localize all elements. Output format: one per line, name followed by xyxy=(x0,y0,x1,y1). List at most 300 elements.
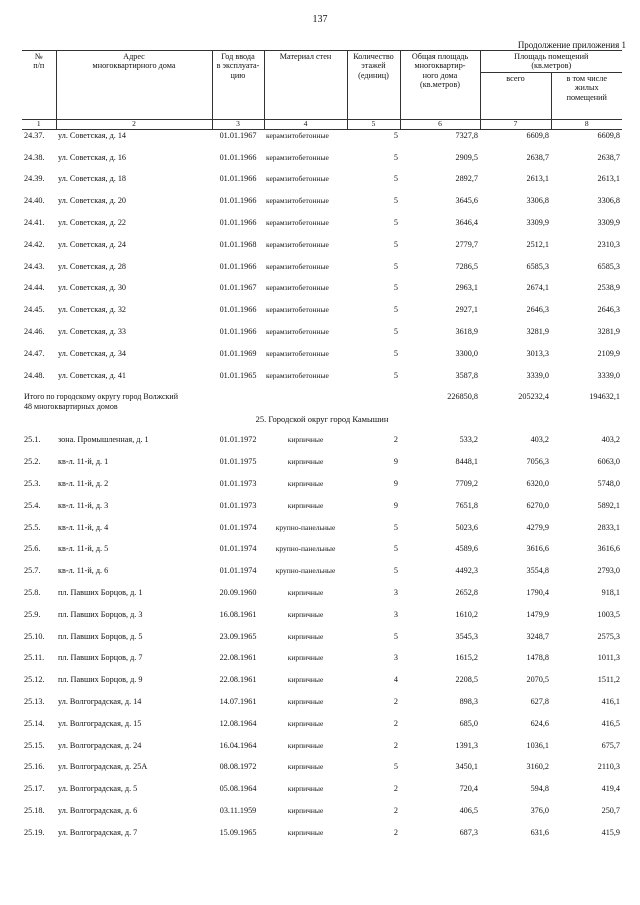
cell-area-all: 2613,1 xyxy=(526,174,549,184)
header-residential: в том числе жилых помещений xyxy=(551,72,622,119)
cell-address: ул. Советская, д. 24 xyxy=(58,239,127,249)
cell-year: 01.01.1966 xyxy=(219,261,257,271)
cell-area-residential: 2833,1 xyxy=(597,522,621,532)
cell-year: 01.01.1969 xyxy=(219,348,257,358)
cell-area-all: 3339,0 xyxy=(526,370,549,380)
cell-address: ул. Советская, д. 22 xyxy=(58,218,127,228)
cell-area-residential: 6585,3 xyxy=(597,261,621,271)
cell-area-residential: 5892,1 xyxy=(597,500,621,510)
cell-total-area: 2892,7 xyxy=(455,174,478,184)
cell-floors: 2 xyxy=(393,805,398,815)
cell-year: 12.08.1964 xyxy=(219,718,257,728)
table-row xyxy=(22,719,622,741)
table-row xyxy=(22,653,622,675)
cell-material: крупно-панельные xyxy=(275,544,336,554)
cell-area-all: 1479,9 xyxy=(526,609,549,619)
cell-area-residential: 675,7 xyxy=(601,740,621,750)
cell-area-all: 2646,3 xyxy=(526,305,549,315)
cell-year: 14.07.1961 xyxy=(219,696,257,706)
cell-area-residential: 6609,8 xyxy=(597,130,621,140)
cell-material: кирпичные xyxy=(287,827,324,837)
cell-floors: 5 xyxy=(393,631,398,641)
cell-address: пл. Павших Борцов, д. 7 xyxy=(58,653,143,663)
cell-total-area: 1615,2 xyxy=(455,653,478,663)
cell-num: 25.12. xyxy=(24,675,45,685)
cell-floors: 5 xyxy=(393,544,398,554)
table-row xyxy=(22,762,622,784)
cell-area-all: 6320,0 xyxy=(526,479,549,488)
cell-year: 01.01.1967 xyxy=(219,130,257,140)
cell-material: кирпичные xyxy=(287,762,324,772)
cell-address: кв-л. 11-й, д. 5 xyxy=(58,544,109,554)
cell-area-residential: 3309,9 xyxy=(597,218,621,228)
cell-material: керамзитобетонные xyxy=(266,196,329,206)
cell-address: ул. Советская, д. 14 xyxy=(58,130,127,140)
cell-floors: 5 xyxy=(393,218,398,228)
cell-num: 24.46. xyxy=(24,327,45,337)
cell-floors: 3 xyxy=(393,653,398,663)
cell-area-residential: 2638,7 xyxy=(597,152,621,162)
cell-area-all: 627,8 xyxy=(530,696,549,706)
cell-material: кирпичные xyxy=(287,740,324,750)
table-row xyxy=(22,806,622,828)
cell-area-residential: 1511,2 xyxy=(597,675,621,685)
cell-floors: 5 xyxy=(393,130,398,140)
table-row xyxy=(22,457,622,479)
col-num-1: 1 xyxy=(22,119,56,129)
cell-area-residential: 2538,9 xyxy=(597,283,621,293)
cell-num: 25.19. xyxy=(24,827,45,837)
table-header xyxy=(22,51,622,130)
cell-floors: 2 xyxy=(393,740,398,750)
cell-floors: 5 xyxy=(393,762,398,772)
cell-year: 01.01.1973 xyxy=(219,500,257,510)
cell-total-area: 720,4 xyxy=(459,784,478,794)
cell-area-residential: 6063,0 xyxy=(597,457,621,467)
cell-total-area: 3646,4 xyxy=(455,218,478,228)
col-num-4: 4 xyxy=(264,119,347,129)
cell-material: кирпичные xyxy=(287,587,324,597)
cell-total-area: 3545,3 xyxy=(455,631,478,641)
cell-total-area: 2927,1 xyxy=(455,305,478,315)
cell-num: 24.48. xyxy=(24,370,45,380)
cell-year: 01.01.1974 xyxy=(219,544,257,554)
header-year: Год ввода в эксплуата- цию xyxy=(212,51,264,120)
table-row xyxy=(22,741,622,763)
cell-floors: 2 xyxy=(393,696,398,706)
cell-year: 01.01.1972 xyxy=(219,435,257,445)
total-area: 226850,8 xyxy=(447,392,478,402)
table-row xyxy=(22,784,622,806)
cell-num: 25.10. xyxy=(24,631,45,641)
cell-total-area: 8448,1 xyxy=(455,457,478,467)
cell-area-all: 3554,8 xyxy=(526,566,549,576)
cell-floors: 9 xyxy=(393,500,398,510)
table-row xyxy=(22,632,622,654)
cell-floors: 4 xyxy=(393,675,398,685)
cell-area-all: 4279,9 xyxy=(526,522,549,532)
table-row xyxy=(22,129,622,152)
cell-area-all: 2512,1 xyxy=(526,239,549,249)
table-row xyxy=(22,501,622,523)
cell-floors: 5 xyxy=(393,261,398,271)
cell-address: ул. Советская, д. 33 xyxy=(58,327,127,337)
cell-num: 25.5. xyxy=(24,522,41,532)
cell-total-area: 5023,6 xyxy=(455,522,478,532)
cell-year: 16.04.1964 xyxy=(219,740,257,750)
cell-material: кирпичные xyxy=(287,653,324,663)
cell-area-all: 594,8 xyxy=(530,784,549,794)
header-all: всего xyxy=(480,72,551,119)
header-num: № п/п xyxy=(22,51,56,120)
table-row xyxy=(22,218,622,240)
cell-year: 22.08.1961 xyxy=(219,675,257,685)
cell-area-residential: 2793,0 xyxy=(597,566,621,576)
continuation-note: Продолжение приложения 1 xyxy=(517,40,626,50)
cell-material: керамзитобетонные xyxy=(266,348,329,358)
total-row xyxy=(22,392,622,414)
cell-address: ул. Волгоградская, д. 7 xyxy=(58,827,138,837)
cell-total-area: 1610,2 xyxy=(455,609,478,619)
cell-area-all: 2638,7 xyxy=(526,152,549,162)
cell-area-all: 3160,2 xyxy=(526,762,549,772)
cell-area-residential: 2109,9 xyxy=(597,348,621,358)
cell-material: кирпичные xyxy=(287,435,324,445)
cell-year: 01.01.1967 xyxy=(219,283,257,293)
cell-material: керамзитобетонные xyxy=(266,218,329,228)
cell-floors: 9 xyxy=(393,457,398,467)
cell-year: 16.08.1961 xyxy=(219,609,257,619)
cell-material: керамзитобетонные xyxy=(266,370,329,380)
cell-total-area: 7651,8 xyxy=(455,500,478,510)
cell-address: ул. Советская, д. 20 xyxy=(58,196,127,206)
cell-total-area: 2963,1 xyxy=(455,283,478,293)
cell-area-residential: 3616,6 xyxy=(597,544,621,554)
cell-num: 25.4. xyxy=(24,500,41,510)
cell-area-all: 3616,6 xyxy=(526,544,549,554)
cell-material: кирпичные xyxy=(287,784,324,794)
cell-num: 25.13. xyxy=(24,696,45,706)
cell-material: кирпичные xyxy=(287,805,324,815)
table-row xyxy=(22,544,622,566)
cell-material: кирпичные xyxy=(287,718,324,728)
cell-area-residential: 415,9 xyxy=(601,827,621,837)
cell-total-area: 685,0 xyxy=(459,718,478,728)
cell-num: 24.38. xyxy=(24,152,45,162)
cell-address: ул. Советская, д. 41 xyxy=(58,370,127,380)
cell-area-residential: 5748,0 xyxy=(597,479,621,488)
table-row xyxy=(22,588,622,610)
cell-floors: 2 xyxy=(393,784,398,794)
cell-year: 01.01.1974 xyxy=(219,522,257,532)
header-floors: Количество этажей (единиц) xyxy=(347,51,400,120)
cell-area-all: 403,2 xyxy=(530,435,549,445)
cell-address: ул. Советская, д. 30 xyxy=(58,283,127,293)
cell-num: 24.45. xyxy=(24,305,45,315)
cell-total-area: 3618,9 xyxy=(455,327,478,337)
cell-floors: 5 xyxy=(393,305,398,315)
cell-num: 24.41. xyxy=(24,218,45,228)
cell-year: 01.01.1973 xyxy=(219,479,257,488)
cell-material: кирпичные xyxy=(287,696,324,706)
table-row xyxy=(22,174,622,196)
cell-total-area: 7286,5 xyxy=(455,261,478,271)
cell-material: кирпичные xyxy=(287,631,324,641)
cell-address: ул. Советская, д. 32 xyxy=(58,305,127,315)
cell-material: керамзитобетонные xyxy=(266,327,329,337)
cell-floors: 5 xyxy=(393,152,398,162)
cell-floors: 3 xyxy=(393,609,398,619)
cell-floors: 2 xyxy=(393,435,398,445)
total-label: Итого по городскому округу город Волжский 48 многоквартирных домов xyxy=(24,392,178,411)
table-row xyxy=(22,697,622,719)
cell-area-residential: 1003,5 xyxy=(597,609,621,619)
cell-material: керамзитобетонные xyxy=(266,239,329,249)
cell-num: 24.43. xyxy=(24,261,45,271)
cell-address: кв-л. 11-й, д. 2 xyxy=(58,479,109,488)
table-row xyxy=(22,371,622,393)
cell-num: 24.37. xyxy=(24,130,45,140)
cell-area-all: 6585,3 xyxy=(526,261,549,271)
cell-floors: 5 xyxy=(393,370,398,380)
cell-address: зона. Промышленная, д. 1 xyxy=(58,435,149,445)
cell-floors: 3 xyxy=(393,587,398,597)
cell-area-residential: 2646,3 xyxy=(597,305,621,315)
rows-kamyshin xyxy=(22,434,622,849)
col-num-5: 5 xyxy=(347,119,400,129)
cell-floors: 5 xyxy=(393,174,398,184)
cell-area-all: 624,6 xyxy=(530,718,549,728)
section-row xyxy=(22,414,622,434)
cell-area-all: 2070,5 xyxy=(526,675,549,685)
page-number: 137 xyxy=(312,14,328,25)
cell-address: ул. Волгоградская, д. 6 xyxy=(58,805,138,815)
cell-area-residential: 2575,3 xyxy=(597,631,621,641)
table-row xyxy=(22,434,622,457)
cell-total-area: 3587,8 xyxy=(455,370,478,380)
header-material: Материал стен xyxy=(264,51,347,120)
cell-year: 01.01.1966 xyxy=(219,196,257,206)
cell-area-residential: 416,5 xyxy=(601,718,621,728)
cell-floors: 5 xyxy=(393,283,398,293)
cell-material: керамзитобетонные xyxy=(266,130,329,140)
cell-num: 25.2. xyxy=(24,457,41,467)
cell-num: 25.9. xyxy=(24,609,41,619)
cell-total-area: 687,3 xyxy=(459,827,478,837)
cell-address: кв-л. 11-й, д. 6 xyxy=(58,566,109,576)
cell-address: пл. Павших Борцов, д. 5 xyxy=(58,631,143,641)
cell-address: пл. Павших Борцов, д. 9 xyxy=(58,675,143,685)
cell-area-residential: 419,4 xyxy=(601,784,621,794)
cell-floors: 5 xyxy=(393,566,398,576)
cell-total-area: 2652,8 xyxy=(455,587,478,597)
cell-material: керамзитобетонные xyxy=(266,174,329,184)
cell-area-all: 631,6 xyxy=(530,827,549,837)
cell-address: ул. Советская, д. 28 xyxy=(58,261,127,271)
cell-num: 24.42. xyxy=(24,239,45,249)
cell-year: 15.09.1965 xyxy=(219,827,257,837)
total-all: 205232,4 xyxy=(518,392,549,402)
col-num-3: 3 xyxy=(212,119,264,129)
cell-total-area: 2909,5 xyxy=(455,152,478,162)
cell-year: 01.01.1966 xyxy=(219,327,257,337)
column-numbers xyxy=(22,119,622,129)
cell-year: 22.08.1961 xyxy=(219,653,257,663)
cell-area-residential: 918,1 xyxy=(601,587,621,597)
cell-total-area: 406,5 xyxy=(459,805,478,815)
table-row xyxy=(22,566,622,588)
cell-year: 01.01.1975 xyxy=(219,457,257,467)
header-address: Адрес многоквартирного дома xyxy=(56,51,212,120)
cell-total-area: 7327,8 xyxy=(455,130,478,140)
cell-total-area: 3450,1 xyxy=(455,762,478,772)
cell-material: керамзитобетонные xyxy=(266,261,329,271)
cell-num: 24.44. xyxy=(24,283,45,293)
cell-num: 25.11. xyxy=(24,653,45,663)
cell-material: крупно-панельные xyxy=(275,566,336,576)
cell-total-area: 4492,3 xyxy=(455,566,478,576)
table-row xyxy=(22,240,622,262)
cell-area-all: 3013,3 xyxy=(526,348,549,358)
table-row xyxy=(22,479,622,501)
cell-area-residential: 3306,8 xyxy=(597,196,621,206)
cell-area-all: 3281,9 xyxy=(526,327,549,337)
cell-floors: 5 xyxy=(393,327,398,337)
cell-num: 25.3. xyxy=(24,479,41,488)
cell-num: 25.6. xyxy=(24,544,41,554)
section-title: 25. Городской округ город Камышин xyxy=(255,414,389,425)
cell-address: ул. Волгоградская, д. 15 xyxy=(58,718,142,728)
cell-floors: 9 xyxy=(393,479,398,488)
cell-area-all: 1790,4 xyxy=(526,587,549,597)
cell-total-area: 2208,5 xyxy=(455,675,478,685)
cell-floors: 5 xyxy=(393,196,398,206)
cell-total-area: 4589,6 xyxy=(455,544,478,554)
cell-material: кирпичные xyxy=(287,500,324,510)
cell-area-residential: 2110,3 xyxy=(597,762,621,772)
cell-area-residential: 3281,9 xyxy=(597,327,621,337)
cell-address: кв-л. 11-й, д. 1 xyxy=(58,457,109,467)
cell-material: кирпичные xyxy=(287,609,324,619)
cell-year: 05.08.1964 xyxy=(219,784,257,794)
rows-volzhsky xyxy=(22,129,622,392)
cell-total-area: 1391,3 xyxy=(455,740,478,750)
cell-material: кирпичные xyxy=(287,675,324,685)
cell-area-all: 376,0 xyxy=(530,805,549,815)
cell-num: 25.1. xyxy=(24,435,41,445)
table-row xyxy=(22,349,622,371)
cell-num: 25.7. xyxy=(24,566,41,576)
col-num-2: 2 xyxy=(56,119,212,129)
table-row xyxy=(22,196,622,218)
cell-total-area: 7709,2 xyxy=(455,479,478,488)
cell-year: 01.01.1968 xyxy=(219,239,257,249)
col-num-8: 8 xyxy=(551,119,622,129)
cell-material: керамзитобетонные xyxy=(266,283,329,293)
cell-area-residential: 1011,3 xyxy=(597,653,621,663)
cell-material: кирпичные xyxy=(287,479,324,488)
cell-area-all: 6270,0 xyxy=(526,500,549,510)
cell-floors: 5 xyxy=(393,522,398,532)
header-premises: Площадь помещений (кв.метров) xyxy=(480,51,622,73)
cell-year: 01.01.1966 xyxy=(219,305,257,315)
table-row xyxy=(22,262,622,284)
table-row xyxy=(22,305,622,327)
cell-address: пл. Павших Борцов, д. 3 xyxy=(58,609,143,619)
cell-address: кв-л. 11-й, д. 3 xyxy=(58,500,109,510)
cell-area-all: 3309,9 xyxy=(526,218,549,228)
cell-num: 24.40. xyxy=(24,196,45,206)
cell-address: ул. Волгоградская, д. 24 xyxy=(58,740,142,750)
cell-area-all: 3306,8 xyxy=(526,196,549,206)
cell-area-residential: 3339,0 xyxy=(597,370,621,380)
cell-material: керамзитобетонные xyxy=(266,305,329,315)
cell-area-all: 3248,7 xyxy=(526,631,549,641)
cell-num: 25.16. xyxy=(24,762,45,772)
cell-area-all: 6609,8 xyxy=(526,130,549,140)
cell-material: кирпичные xyxy=(287,457,324,467)
total-section xyxy=(22,392,622,434)
cell-address: пл. Павших Борцов, д. 1 xyxy=(58,587,143,597)
cell-address: кв-л. 11-й, д. 4 xyxy=(58,522,109,532)
cell-year: 01.01.1966 xyxy=(219,218,257,228)
cell-floors: 5 xyxy=(393,348,398,358)
cell-area-residential: 250,7 xyxy=(601,805,621,815)
table-row xyxy=(22,523,622,545)
cell-address: ул. Советская, д. 34 xyxy=(58,348,127,358)
cell-area-residential: 416,1 xyxy=(601,696,621,706)
header-total-area: Общая площадь многоквартир- ного дома (кв.метров) xyxy=(400,51,480,120)
cell-num: 24.47. xyxy=(24,348,45,358)
table-row xyxy=(22,610,622,632)
cell-total-area: 3300,0 xyxy=(455,348,478,358)
cell-total-area: 2779,7 xyxy=(455,239,478,249)
cell-floors: 2 xyxy=(393,718,398,728)
cell-year: 03.11.1959 xyxy=(219,805,257,815)
cell-num: 25.15. xyxy=(24,740,45,750)
cell-num: 25.14. xyxy=(24,718,45,728)
cell-address: ул. Советская, д. 16 xyxy=(58,152,127,162)
cell-year: 01.01.1974 xyxy=(219,566,257,576)
cell-num: 25.8. xyxy=(24,587,41,597)
cell-area-all: 1036,1 xyxy=(526,740,549,750)
cell-year: 01.01.1966 xyxy=(219,152,257,162)
cell-area-all: 2674,1 xyxy=(526,283,549,293)
cell-address: ул. Волгоградская, д. 25А xyxy=(58,762,148,772)
cell-floors: 5 xyxy=(393,239,398,249)
cell-num: 25.18. xyxy=(24,805,45,815)
cell-year: 23.09.1965 xyxy=(219,631,257,641)
cell-year: 20.09.1960 xyxy=(219,587,257,597)
cell-total-area: 3645,6 xyxy=(455,196,478,206)
cell-address: ул. Волгоградская, д. 5 xyxy=(58,784,138,794)
table-row xyxy=(22,828,622,850)
housing-table xyxy=(22,50,622,850)
cell-year: 01.01.1965 xyxy=(219,370,257,380)
cell-num: 25.17. xyxy=(24,784,45,794)
table-row xyxy=(22,675,622,697)
cell-area-residential: 2310,3 xyxy=(597,239,621,249)
cell-area-residential: 403,2 xyxy=(601,435,621,445)
table-row xyxy=(22,283,622,305)
cell-year: 08.08.1972 xyxy=(219,762,257,772)
cell-year: 01.01.1966 xyxy=(219,174,257,184)
cell-floors: 2 xyxy=(393,827,398,837)
table-row xyxy=(22,327,622,349)
cell-area-all: 1478,8 xyxy=(526,653,549,663)
cell-area-all: 7056,3 xyxy=(526,457,549,467)
cell-material: крупно-панельные xyxy=(275,522,336,532)
